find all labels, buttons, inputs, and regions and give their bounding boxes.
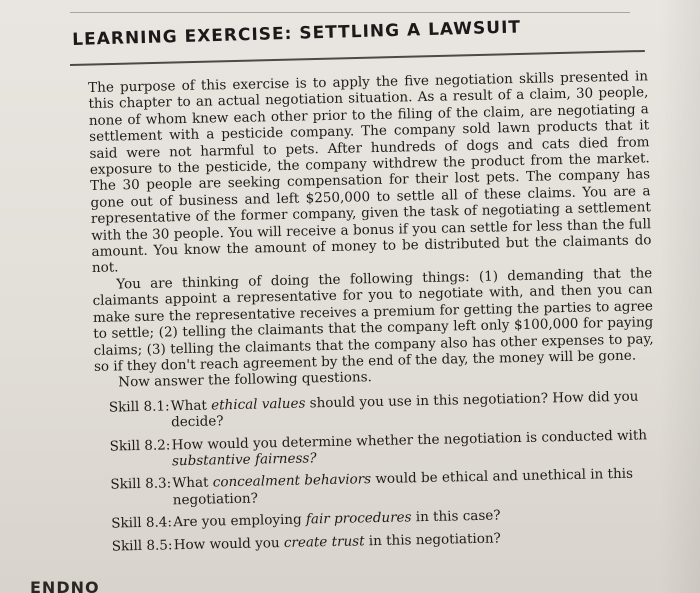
skill-item [98, 527, 658, 555]
skill-label: Skill 8.1: [108, 398, 170, 416]
skill-label: Skill 8.4: [111, 514, 173, 532]
skill-question: How would you create trust in this negotiation? [173, 530, 501, 553]
exercise-heading: LEARNING EXERCISE: SETTLING A LAWSUIT [72, 17, 522, 50]
questions-intro: Now answer the following questions. [118, 369, 373, 391]
skill-label: Skill 8.3: [110, 475, 172, 493]
skill-question: Are you employing fair procedures in this case? [173, 507, 501, 531]
top-divider [70, 12, 630, 13]
skill-label: Skill 8.2: [109, 436, 171, 455]
page-shadow [660, 0, 700, 593]
heading-divider [70, 50, 645, 66]
paragraph-scenario: The purpose of this exercise is to apply the five negotiation skills presented in this chapter to an actual negotiation situation. As a result of a claim, 30 people, none of whom knew each other prior to the filing of the claim, are negotiating a settlement with a pesticide company. The company sold lawn products that it said were not harmful to pets. After hundreds of dogs and cats died from exposure to the pesticide, the company withdrew the product from the market. The 30 people are seeking compensation for their lost pets. The company has gone out of business and left $250,000 to settle all of these claims. You are a representative of the former company, given the task of negotiating a settlement with the 30 people. You will receive a bonus if you can settle for less than the full amount. You know the amount of money to be distributed but the claimants do not. [88, 68, 652, 277]
skill-question: How would you determine whether the negotiation is conducted with substantive fairness? [171, 426, 648, 470]
skill-label: Skill 8.5: [111, 536, 173, 555]
skill-item [96, 427, 657, 472]
skill-question: What ethical values should you use in this negotiation? How did you decide? [170, 388, 639, 431]
skill-item [96, 466, 657, 511]
skill-question: What concealment behaviors would be ethical and unethical in this negotiation? [172, 466, 634, 509]
paragraph-options: You are thinking of doing the following things: (1) demanding that the claimants appoint a representative for you to negotiate with, and then you can make sure the representative receives a premium for getting the parties to agree to settle; (2) telling the claimants that the company left only $100,000 for paying claims; (3) telling the claimants that the company also has other expenses to pay, so if they don't reach agreement by the end of the day, the money will be gone. [92, 265, 654, 375]
skill-item [95, 388, 656, 433]
next-section-heading-fragment: ENDNO [30, 578, 100, 593]
exercise-body [88, 68, 658, 561]
skill-questions [95, 388, 658, 555]
